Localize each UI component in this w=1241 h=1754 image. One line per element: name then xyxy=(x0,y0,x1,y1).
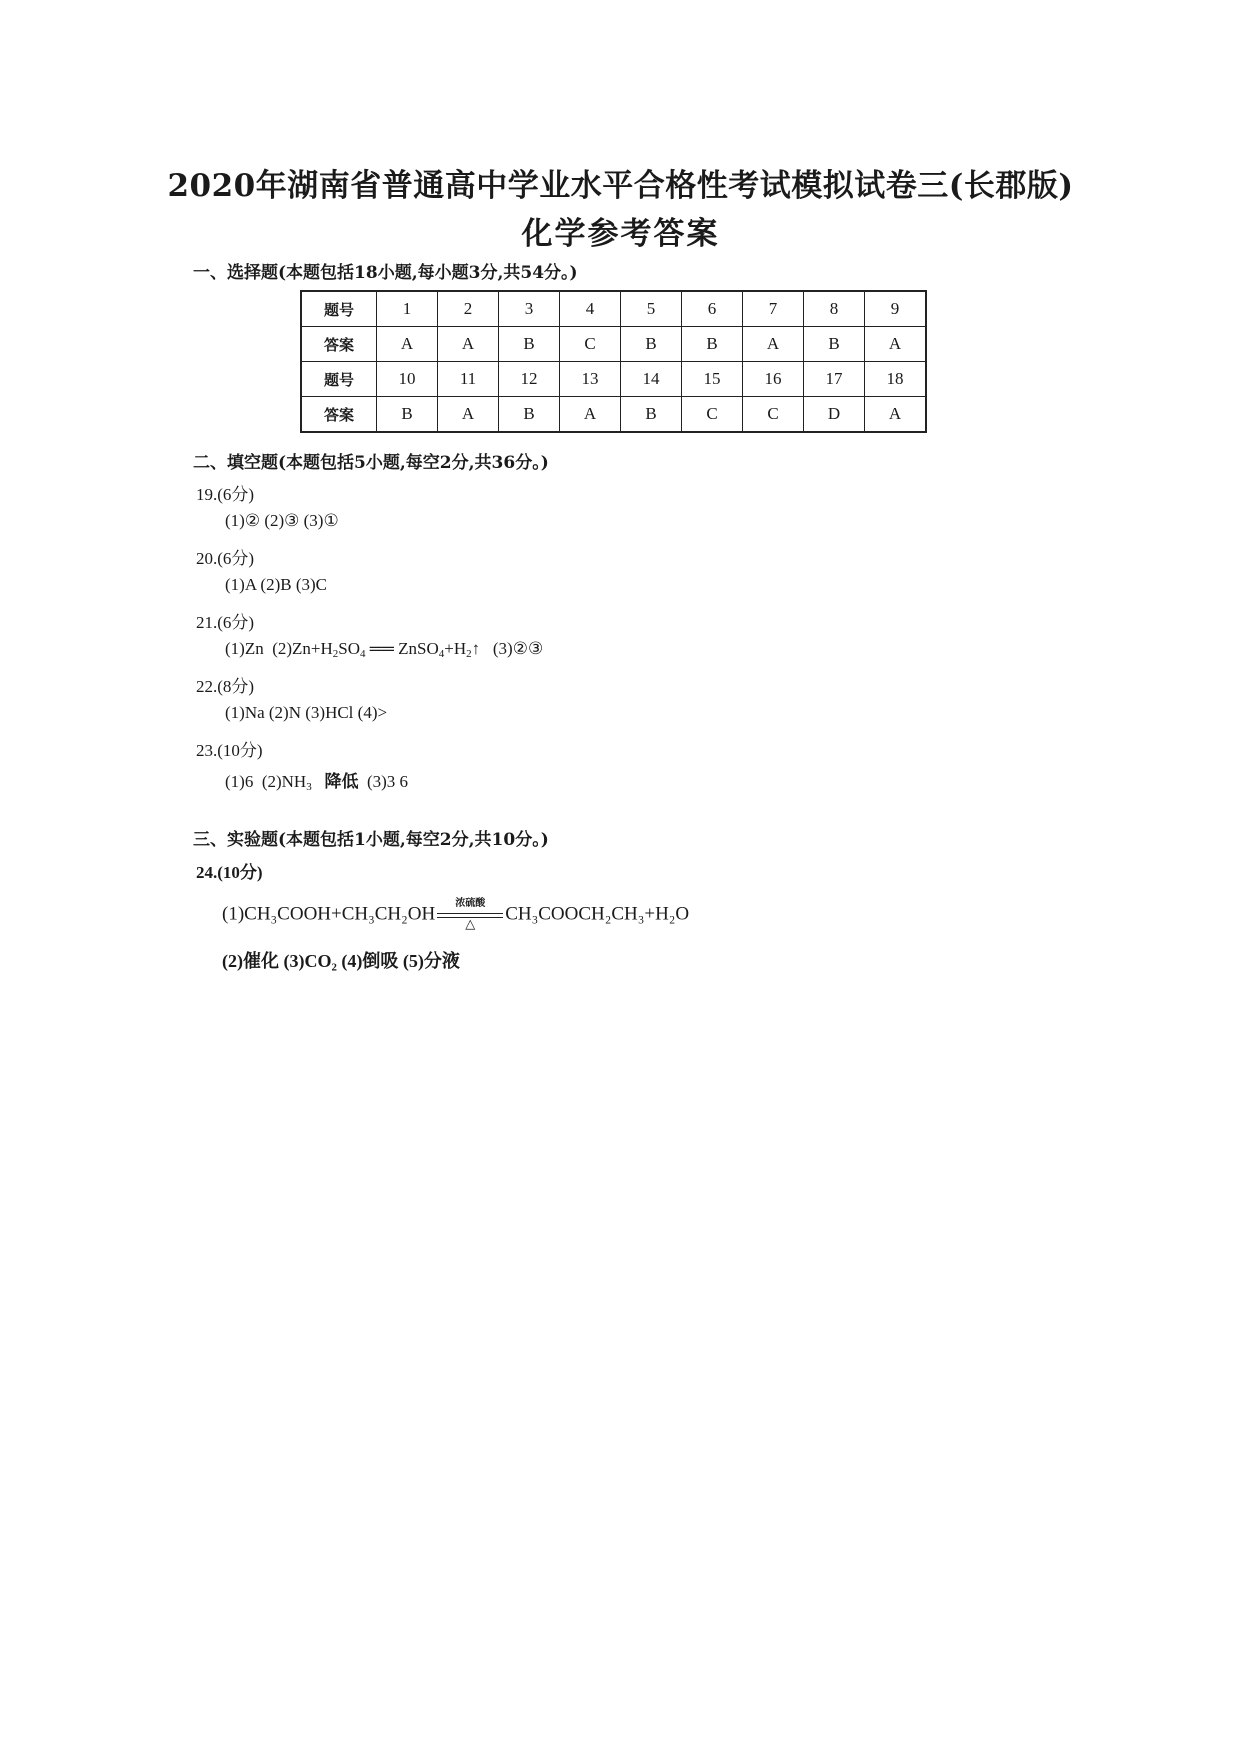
q22-label: 22.(8分) xyxy=(196,677,255,696)
answer-cell: C xyxy=(682,397,743,433)
q23-answer xyxy=(225,767,408,793)
question-number-cell: 15 xyxy=(682,362,743,397)
q24-eq-right: CH₃COOCH₂CH₃+H₂O xyxy=(505,903,690,925)
q19-answer: (1)② (2)③ (3)① xyxy=(225,511,339,530)
question-number-cell: 16 xyxy=(743,362,804,397)
q21-a2-pre: (2)Zn+H xyxy=(272,639,333,658)
q23-a1: (1)6 xyxy=(225,772,254,791)
q21-label: 21.(6分) xyxy=(196,613,255,632)
q23-a2-sub: 3 xyxy=(306,781,312,793)
table-row xyxy=(301,291,926,327)
question-number-cell: 6 xyxy=(682,291,743,327)
table-row xyxy=(301,327,926,362)
answer-cell: B xyxy=(682,327,743,362)
heat-symbol-icon: △ xyxy=(465,916,476,931)
question-number-cell: 11 xyxy=(438,362,499,397)
question-number-cell: 10 xyxy=(377,362,438,397)
question-number-cell: 14 xyxy=(621,362,682,397)
q19-label: 19.(6分) xyxy=(196,485,255,504)
q21-a3: (3)②③ xyxy=(492,639,544,658)
answer-cell: B xyxy=(377,397,438,433)
question-number-cell: 4 xyxy=(560,291,621,327)
q21-a2-mid: SO xyxy=(338,639,361,658)
question-number-cell: 2 xyxy=(438,291,499,327)
section1-heading: 一、选择题(本题包括18小题,每小题3分,共54分。) xyxy=(193,263,578,283)
question-number-cell: 9 xyxy=(865,291,927,327)
answer-cell: B xyxy=(621,397,682,433)
q23-label: 23.(10分) xyxy=(196,741,263,760)
page-subtitle: 化学参考答案 xyxy=(521,216,720,252)
q21-a2-sub1: 2 xyxy=(332,648,339,660)
q21-a2-sub3: 4 xyxy=(438,648,445,660)
q23-a2-pre: (2)NH xyxy=(261,772,307,791)
q21-a1: (1)Zn xyxy=(225,639,264,658)
reversible-arrow-icon xyxy=(435,898,505,931)
page-title: 2020年湖南省普通高中学业水平合格性考试模拟试卷三(长郡版) xyxy=(167,168,1074,204)
q23-a2-post: 降低 xyxy=(324,772,359,791)
question-number-cell: 3 xyxy=(499,291,560,327)
answer-table xyxy=(300,290,927,433)
answer-cell: A xyxy=(438,397,499,433)
answer-cell: C xyxy=(743,397,804,433)
q21-equals-sign: ══ xyxy=(369,639,394,658)
row-label-answer: 答案 xyxy=(301,397,377,433)
row-label-number: 题号 xyxy=(301,362,377,397)
question-number-cell: 8 xyxy=(804,291,865,327)
q24-eq-left: (1)CH₃COOH+CH₃CH₂OH xyxy=(222,903,436,925)
table-row xyxy=(301,397,926,433)
answer-cell: A xyxy=(377,327,438,362)
q24-eq-condition: 浓硫酸 xyxy=(455,898,486,909)
q24-answers-line2: (2)催化 (3)CO₂ (4)倒吸 (5)分液 xyxy=(222,951,460,971)
answer-cell: A xyxy=(865,397,927,433)
question-number-cell: 13 xyxy=(560,362,621,397)
answer-cell: A xyxy=(438,327,499,362)
question-number-cell: 5 xyxy=(621,291,682,327)
answer-cell: D xyxy=(804,397,865,433)
q21-answer xyxy=(225,639,543,660)
gas-up-arrow-icon: ↑ xyxy=(471,639,481,658)
q24-label: 24.(10分) xyxy=(196,863,263,882)
q21-a2-plus: +H xyxy=(444,639,467,658)
answer-cell: A xyxy=(560,397,621,433)
question-number-cell: 17 xyxy=(804,362,865,397)
answer-cell: B xyxy=(621,327,682,362)
question-number-cell: 12 xyxy=(499,362,560,397)
q21-a2-sub2: 4 xyxy=(360,648,366,660)
q22-answer: (1)Na (2)N (3)HCl (4)> xyxy=(225,703,388,722)
answer-cell: B xyxy=(499,397,560,433)
row-label-answer: 答案 xyxy=(301,327,377,362)
row-label-number: 题号 xyxy=(301,291,377,327)
q23-a3: (3)3 6 xyxy=(366,772,409,791)
q21-a2-sub4: 2 xyxy=(466,648,472,660)
question-number-cell: 7 xyxy=(743,291,804,327)
table-row xyxy=(301,362,926,397)
section3-heading: 三、实验题(本题包括1小题,每空2分,共10分。) xyxy=(193,830,549,850)
answer-cell: A xyxy=(743,327,804,362)
question-number-cell: 18 xyxy=(865,362,927,397)
answer-cell: A xyxy=(865,327,927,362)
q20-label: 20.(6分) xyxy=(196,549,255,568)
question-number-cell: 1 xyxy=(377,291,438,327)
q20-answer: (1)A (2)B (3)C xyxy=(225,575,327,594)
answer-cell: C xyxy=(560,327,621,362)
q21-a2-product: ZnSO xyxy=(398,639,439,658)
answer-cell: B xyxy=(499,327,560,362)
answer-cell: B xyxy=(804,327,865,362)
section2-heading: 二、填空题(本题包括5小题,每空2分,共36分。) xyxy=(193,453,549,473)
q24-equation xyxy=(222,898,690,931)
